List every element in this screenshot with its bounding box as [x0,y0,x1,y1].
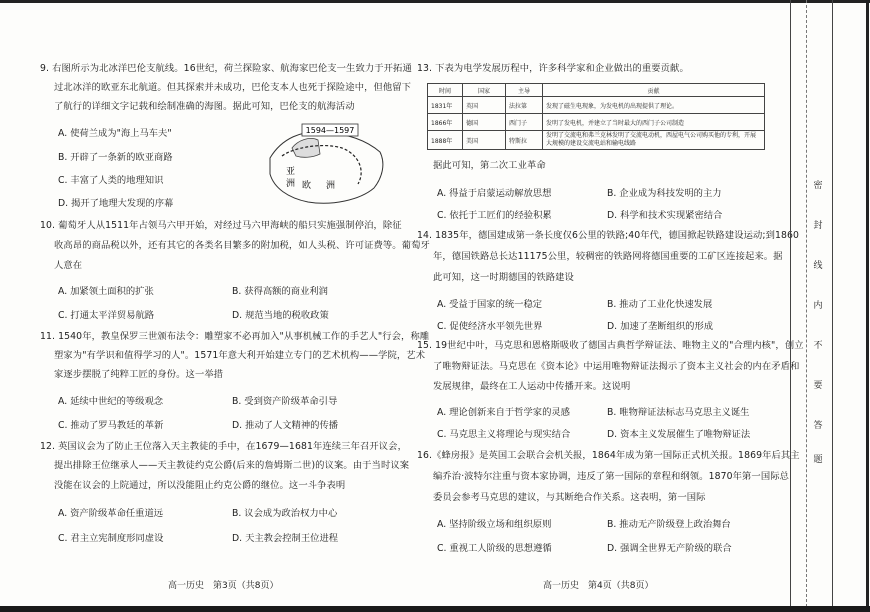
map-island [292,138,320,157]
seal-char: 封 [813,221,823,231]
table-header-cell: 时间 [428,84,463,97]
q11-line-3: 家逐步摆脱了纯粹工匠的身份。这一举措 [54,369,224,380]
binding-dashed-line [806,0,807,612]
table-cell: 发现了磁生电现象，为发电机的出现提供了理论。 [543,97,765,114]
right-page-footer: 高一历史 第4页（共8页） [543,581,654,591]
q15-option-c: C. 马克思主义将理论与现实结合 [437,429,571,440]
q16-line-3: 委员会参考马克思的建议，与其断绝合作关系。这表明，第一国际 [433,492,706,503]
table-cell: 1831年 [428,97,463,114]
q14-option-c: C. 促使经济水平领先世界 [437,321,543,332]
q9-option-a: A. 使荷兰成为"海上马车夫" [58,128,172,139]
q12-line-2: 提出排除王位继承人——天主教徒约克公爵(后来的詹姆斯二世)的议案。由于当时议案 [54,460,410,471]
q9-option-d: D. 揭开了地理大发现的序幕 [58,198,174,209]
q11-line-1: 11. 1540年，教皇保罗三世颁布法令：雕塑家不必再加入"从事机械工作的手艺人"行会，称雕 [40,331,430,342]
seal-char: 题 [813,455,823,465]
q10-line-2: 收高昂的商品税以外，还有其它的各类名目繁多的附加税，如人头税、许可证费等。葡萄牙 [54,240,430,251]
table-header-cell: 国家 [463,84,506,97]
q9-line-3: 了航行的详细文字记载和绘制准确的海图。据此可知，巴伦支的航海活动 [54,101,355,112]
q12-option-b: B. 议会成为政治权力中心 [232,508,338,519]
seal-char: 密 [813,181,823,191]
table-row [428,131,765,150]
q10-option-b: B. 获得高额的商业利润 [232,286,328,297]
left-page-footer: 高一历史 第3页（共8页） [168,581,279,591]
q16-line-2: 编乔治·波特尔注重与资本家协调，违反了第一国际的章程和纲领。1870年第一国际总 [433,471,790,482]
q11-option-a: A. 延续中世纪的等级观念 [58,396,164,407]
table-cell: 1888年 [428,131,463,150]
q12-line-1: 12. 英国议会为了防止王位落入天主教徒的手中，在1679—1681年连续三年召开议会， [40,441,407,452]
table-header-cell: 主导 [506,84,543,97]
q10-line-3: 人意在 [54,260,83,271]
q14-line-3: 此可知，这一时期德国的铁路建设 [433,272,574,283]
q14-line-2: 年，德国铁路总长达11175公里，较稠密的铁路网将德国重要的工矿区连接起来。据 [433,251,783,262]
q13-option-d: D. 科学和技术实现紧密结合 [607,210,723,221]
barents-route-map [262,118,392,214]
table-header-row [428,84,765,97]
table-cell: 1866年 [428,114,463,131]
table-cell: 西门子 [506,114,543,131]
q11-option-c: C. 推动了罗马教廷的革新 [58,420,164,431]
route-label: 1594—1597 [305,126,355,135]
seal-char: 不 [813,341,823,351]
binding-edge [866,0,869,612]
bottom-scan-edge [0,606,870,612]
q13-stem: 据此可知，第二次工业革命 [433,160,546,171]
q14-option-a: A. 受益于国家的统一稳定 [437,299,543,310]
q16-option-c: C. 重视工人阶级的思想遵循 [437,543,552,554]
q9-option-c: C. 丰富了人类的地理知识 [58,175,164,186]
q12-option-a: A. 资产阶级革命任重道远 [58,508,164,519]
q10-line-1: 10. 葡萄牙人从1511年占领马六甲开始，对经过马六甲海峡的船只实施强制停泊，除征 [40,220,402,231]
table-cell: 发明了交流电和弗兰克林发明了交流电动机，西屋电气公司购买他的专利，开展大规模的建设交流电站和输电线路 [543,131,765,150]
q9-line-2: 过北冰洋的欧亚东北航道。但其探索并未成功，巴伦支本人也死于探险途中，但他留下 [54,82,412,93]
q16-line-1: 16.《蜂房报》是英国工会联合会机关报，1864年成为第一国际正式机关报。1869年后其主 [417,450,800,461]
q9-line-1: 9. 右图所示为北冰洋巴伦支航线。16世纪，荷兰探险家、航海家巴伦支一生致力于开拓通 [40,63,412,74]
table-header-cell: 贡献 [543,84,765,97]
q15-option-b: B. 唯物辩证法标志马克思主义诞生 [607,407,750,418]
q14-line-1: 14. 1835年，德国建成第一条长度仅6公里的铁路;40年代，德国掀起铁路建设运动;到1860 [417,230,800,241]
seal-char: 内 [813,301,823,311]
q15-line-2: 了唯物辩证法。马克思在《资本论》中运用唯物辩证法揭示了资本主义社会的内在矛盾和 [433,361,800,372]
table-row [428,114,765,131]
q12-option-d: D. 天主教会控制王位进程 [232,533,339,544]
q14-option-d: D. 加速了垄断组织的形成 [607,321,714,332]
q15-option-d: D. 资本主义发展催生了唯物辩证法 [607,429,751,440]
table-cell: 英国 [463,97,506,114]
map-label-ou: 欧 [302,181,312,191]
q15-line-3: 发展规律，最终在工人运动中传播开来。这说明 [433,381,631,392]
table-cell: 法拉第 [506,97,543,114]
table-cell: 发明了发电机，并建立了当时最大的西门子公司制造 [543,114,765,131]
q13-option-a: A. 得益于启蒙运动解放思想 [437,188,552,199]
q10-option-a: A. 加紧领土面积的扩张 [58,286,154,297]
q10-option-c: C. 打通太平洋贸易航路 [58,310,155,321]
left-column [0,0,430,612]
q11-option-b: B. 受到资产阶级革命引导 [232,396,338,407]
map-label-zhou-1: 洲 [286,179,296,189]
table-cell: 德国 [463,114,506,131]
seal-char: 线 [813,261,823,271]
seal-char: 要 [813,381,823,391]
q16-option-d: D. 强调全世界无产阶级的联合 [607,543,732,554]
map-label-zhou-2: 洲 [326,181,336,191]
binding-line-outer [832,0,833,612]
q12-option-c: C. 君主立宪制度形同虚设 [58,533,164,544]
q13-option-b: B. 企业成为科技发明的主力 [607,188,722,199]
q15-option-a: A. 理论创新来自于哲学家的灵感 [437,407,570,418]
q16-option-b: B. 推动无产阶级登上政治舞台 [607,519,731,530]
seal-char: 答 [813,421,823,431]
q10-option-d: D. 规范当地的税收政策 [232,310,329,321]
binding-line-inner [790,0,791,612]
q12-line-3: 没能在议会的上院通过，所以没能阻止约克公爵的继位。这一斗争表明 [54,480,346,491]
q16-option-a: A. 坚持阶级立场和组织原则 [437,519,552,530]
q13-option-c: C. 依托于工匠们的经验积累 [437,210,552,221]
right-column [395,0,804,612]
q13-intro: 13. 下表为电学发展历程中，许多科学家和企业做出的重要贡献。 [417,63,689,74]
q11-line-2: 塑家为"有学识和值得学习的人"。1571年意大利开始建立专门的艺术机构——学院，艺术 [54,350,426,361]
table-row [428,97,765,114]
q9-option-b: B. 开辟了一条新的欧亚商路 [58,152,173,163]
table-cell: 特斯拉 [506,131,543,150]
table-cell: 美国 [463,131,506,150]
q14-option-b: B. 推动了工业化快速发展 [607,299,713,310]
map-label-ya: 亚 [286,167,296,177]
q13-table [427,83,765,150]
q15-line-1: 15. 19世纪中叶，马克思和恩格斯吸收了德国古典哲学辩证法、唯物主义的"合理内核"，创立 [417,340,804,351]
q11-option-d: D. 推动了人文精神的传播 [232,420,339,431]
